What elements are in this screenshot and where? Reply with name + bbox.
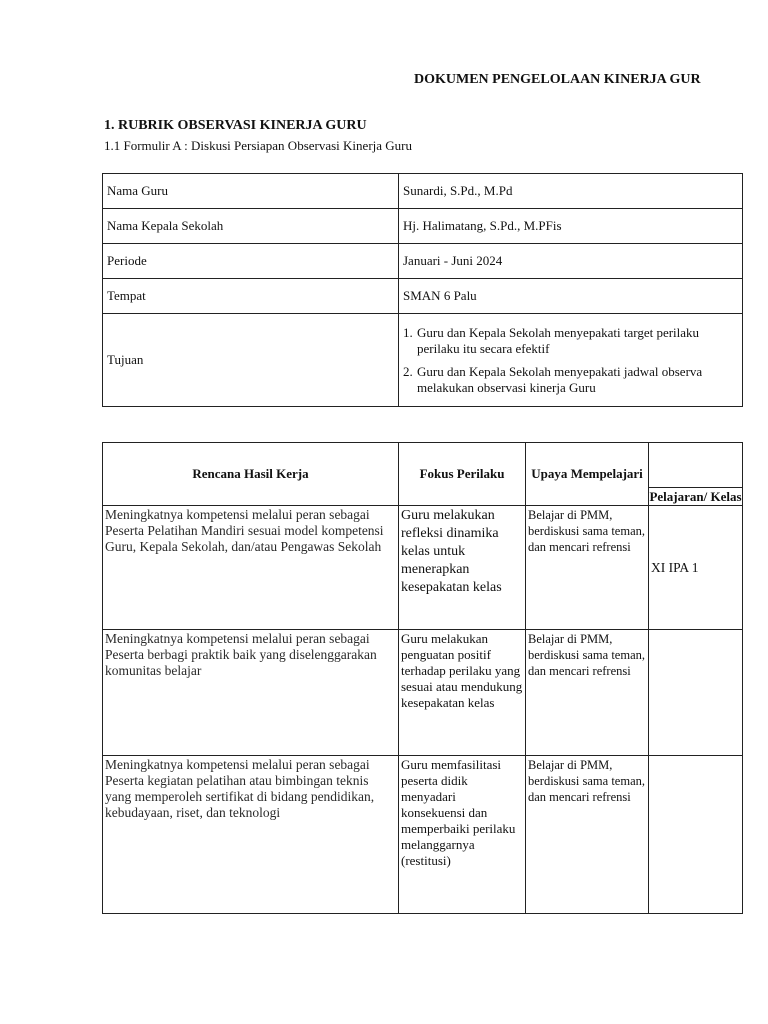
focus-cell: Guru melakukan penguatan positif terhadap perilaku yang sesuai atau mendukung kesepakatan kelas [399, 630, 526, 756]
plan-row [103, 506, 743, 630]
form-subtitle: 1.1 Formulir A : Diskusi Persiapan Observasi Kinerja Guru [104, 138, 412, 153]
info-row-principal [103, 209, 743, 244]
effort-cell: Belajar di PMM, berdiskusi sama teman, dan mencari refrensi [526, 630, 649, 756]
header-class: Pelajaran/ Kelas [649, 489, 742, 504]
info-label: Periode [103, 244, 399, 279]
info-row-teacher [103, 174, 743, 209]
result-cell: Meningkatnya kompetensi melalui peran sebagai Peserta Pelatihan Mandiri sesuai model kompetensi Guru, Kepala Sekolah, dan/atau Pengawas Sekolah [103, 506, 399, 630]
effort-cell: Belajar di PMM, berdiskusi sama teman, dan mencari refrensi [526, 756, 649, 914]
focus-cell: Guru melakukan refleksi dinamika kelas untuk menerapkan kesepakatan kelas [399, 506, 526, 630]
header-focus: Fokus Perilaku [399, 443, 526, 506]
goal-line: Guru dan Kepala Sekolah menyepakati target perilaku [417, 324, 700, 340]
goal-cell [399, 314, 743, 407]
info-value: Sunardi, S.Pd., M.Pd [399, 174, 743, 209]
goal-item [403, 325, 738, 357]
work-plan-table [102, 442, 743, 914]
plan-row [103, 630, 743, 756]
info-label: Nama Kepala Sekolah [103, 209, 399, 244]
goal-line: melakukan observasi kinerja Guru [417, 379, 596, 395]
document-title: DOKUMEN PENGELOLAAN KINERJA GUR [414, 72, 701, 87]
goal-number: 2. [403, 363, 413, 379]
goal-number: 1. [403, 324, 413, 340]
info-label: Nama Guru [103, 174, 399, 209]
identity-table [102, 173, 743, 407]
header-effort: Upaya Mempelajari [526, 443, 649, 506]
plan-header-row [103, 443, 743, 506]
focus-cell: Guru memfasilitasi peserta didik menyadari konsekuensi dan memperbaiki perilaku melanggarnya (restitusi) [399, 756, 526, 914]
info-value: SMAN 6 Palu [399, 279, 743, 314]
plan-row [103, 756, 743, 914]
goal-line: Guru dan Kepala Sekolah menyepakati jadwal observa [417, 363, 703, 379]
info-row-place [103, 279, 743, 314]
info-value: Januari - Juni 2024 [399, 244, 743, 279]
class-cell [649, 756, 743, 914]
info-row-period [103, 244, 743, 279]
goal-list [403, 325, 738, 396]
section-heading: 1. RUBRIK OBSERVASI KINERJA GURU [104, 118, 367, 133]
goal-line: perilaku itu secara efektif [417, 340, 550, 356]
header-result: Rencana Hasil Kerja [103, 443, 399, 506]
class-cell [649, 630, 743, 756]
header-class-cell [649, 443, 743, 506]
info-value: Hj. Halimatang, S.Pd., M.PFis [399, 209, 743, 244]
class-cell: XI IPA 1 [649, 506, 743, 630]
result-cell: Meningkatnya kompetensi melalui peran sebagai Peserta kegiatan pelatihan atau bimbingan teknis yang memperoleh sertifikat di bidang pendidikan, kebudayaan, riset, dan teknologi [103, 756, 399, 914]
effort-cell: Belajar di PMM, berdiskusi sama teman, dan mencari refrensi [526, 506, 649, 630]
result-cell: Meningkatnya kompetensi melalui peran sebagai Peserta berbagi praktik baik yang diselenggarakan komunitas belajar [103, 630, 399, 756]
goal-item [403, 364, 738, 396]
info-label: Tempat [103, 279, 399, 314]
goal-label: Tujuan [103, 314, 399, 407]
info-row-goals [103, 314, 743, 407]
